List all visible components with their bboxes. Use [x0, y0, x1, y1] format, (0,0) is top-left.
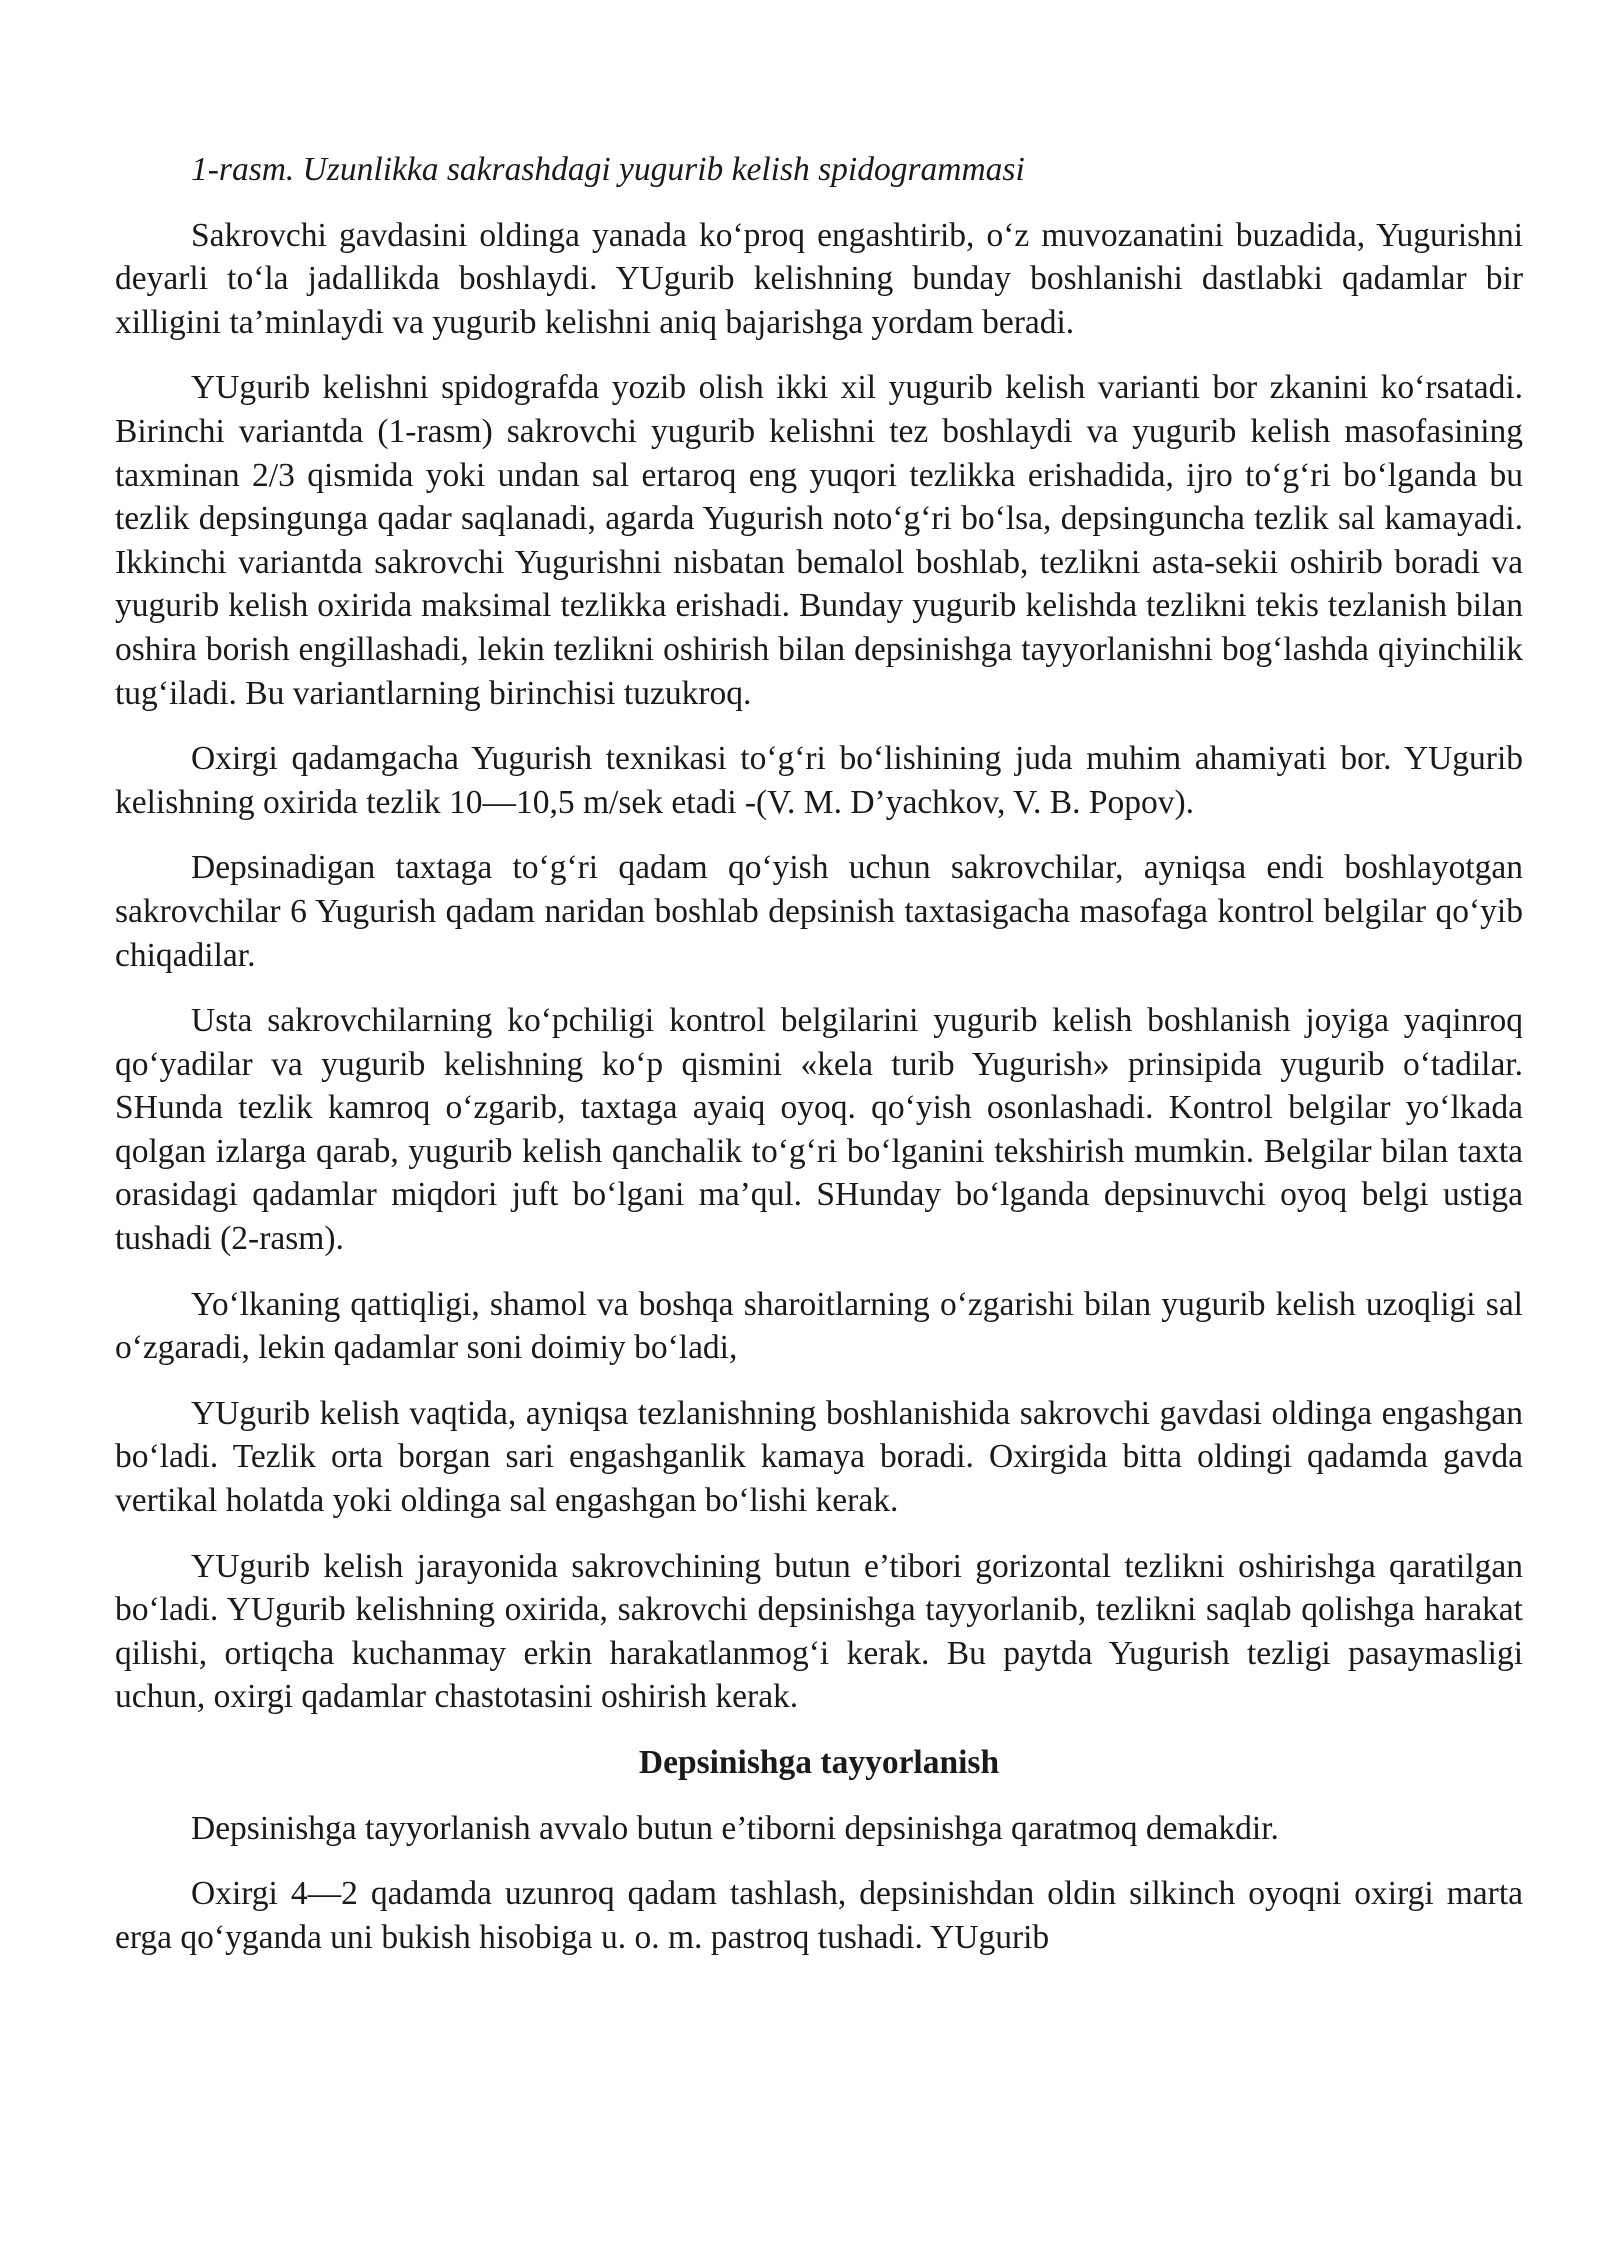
- paragraph-8: YUgurib kelish jarayonida sakrovchining butun e’tibori gorizontal tezlikni oshirishga qaratilgan bo‘ladi. YUgurib kelishning oxirida, sakrovchi depsinishga tayyorlanib, tezlikni saqlab qolishga harakat qilishi, ortiqcha kuchanmay erkin harakatlanmog‘i kerak. Bu paytda Yugurish tezligi pasaymasligi uchun, oxirgi qadamlar chastotasini oshirish kerak.: [115, 1547, 1523, 1716]
- document-page: [115, 148, 1523, 1981]
- paragraph-5: Usta sakrovchilarning ko‘pchiligi kontrol belgilarini yugurib kelish boshlanish joyiga yaqinroq qo‘yadilar va yugurib kelishning ko‘p qismini «kela turib Yugurish» prinsipida yugurib o‘tadilar. SHunda tezlik kamroq o‘zgarib, taxtaga ayaiq oyoq. qo‘yish osonlashadi. Kontrol belgilar yo‘lkada qolgan izlarga qarab, yugurib kelish qanchalik to‘g‘ri bo‘lganini tekshirish mumkin. Belgilar bilan taxta orasidagi qadamlar miqdori juft bo‘lgani ma’qul. SHunday bo‘lganda depsinuvchi oyoq belgi ustiga tushadi (2-rasm).: [115, 1002, 1523, 1258]
- paragraph-3: Oxirgi qadamgacha Yugurish texnikasi to‘g‘ri bo‘lishining juda muhim ahamiyati bor. YUgurib kelishning oxirida tezlik 10—10,5 m/sek etadi -(V. M. D’yachkov, V. B. Popov).: [115, 740, 1523, 821]
- paragraph-4: Depsinadigan taxtaga to‘g‘ri qadam qo‘yish uchun sakrovchilar, ayniqsa endi boshlayotgan sakrovchilar 6 Yugurish qadam naridan boshlab depsinish taxtasigacha masofaga kontrol belgilar qo‘yib chiqadilar.: [115, 849, 1523, 974]
- paragraph-10: Oxirgi 4—2 qadamda uzunroq qadam tashlash, depsinishdan oldin silkinch oyoqni oxirgi marta erga qo‘yganda uni bukish hisobiga u. o. m. pastroq tushadi. YUgurib: [115, 1875, 1523, 1956]
- section-heading: Depsinishga tayyorlanish: [638, 1744, 1000, 1781]
- paragraph-2: YUgurib kelishni spidografda yozib olish ikki xil yugurib kelish varianti bor zkanini ko‘rsatadi. Birinchi variantda (1-rasm) sakrovchi yugurib kelishni tez boshlaydi va yugurib kelish masofasining taxminan 2/3 qismida yoki undan sal ertaroq eng yuqori tezlikka erishadida, ijro to‘g‘ri bo‘lganda bu tezlik depsingunga qadar saqlanadi, agarda Yugurish noto‘g‘ri bo‘lsa, depsinguncha tezlik sal kamayadi. Ikkinchi variantda sakrovchi Yugurishni nisbatan bemalol boshlab, tezlikni asta-sekii oshirib boradi va yugurib kelish oxirida maksimal tezlikka erishadi. Bunday yugurib kelishda tezlikni tekis tezlanish bilan oshira borish engillashadi, lekin tezlikni oshirish bilan depsinishga tayyorlanishni bog‘lashda qiyinchilik tug‘iladi. Bu variantlarning birinchisi tuzukroq.: [115, 369, 1523, 712]
- paragraph-9: Depsinishga tayyorlanish avvalo butun e’tiborni depsinishga qaratmoq demakdir.: [191, 1809, 1279, 1847]
- figure-caption: 1-rasm. Uzunlikka sakrashdagi yugurib kelish spidogrammasi: [191, 151, 1025, 188]
- paragraph-1: Sakrovchi gavdasini oldinga yanada ko‘proq engashtirib, o‘z muvozanatini buzadida, Yugurishni deyarli to‘la jadallikda boshlaydi. YUgurib kelishning bunday boshlanishi dastlabki qadamlar bir xilligini ta’minlaydi va yugurib kelishni aniq bajarishga yordam beradi.: [115, 216, 1523, 341]
- paragraph-6: Yo‘lkaning qattiqligi, shamol va boshqa sharoitlarning o‘zgarishi bilan yugurib kelish uzoqligi sal o‘zgaradi, lekin qadamlar soni doimiy bo‘ladi,: [115, 1285, 1523, 1367]
- paragraph-7: YUgurib kelish vaqtida, ayniqsa tezlanishning boshlanishida sakrovchi gavdasi oldinga engashgan bo‘ladi. Tezlik orta borgan sari engashganlik kamaya boradi. Oxirgida bitta oldingi qadamda gavda vertikal holatda yoki oldinga sal engashgan bo‘lishi kerak.: [115, 1394, 1523, 1520]
